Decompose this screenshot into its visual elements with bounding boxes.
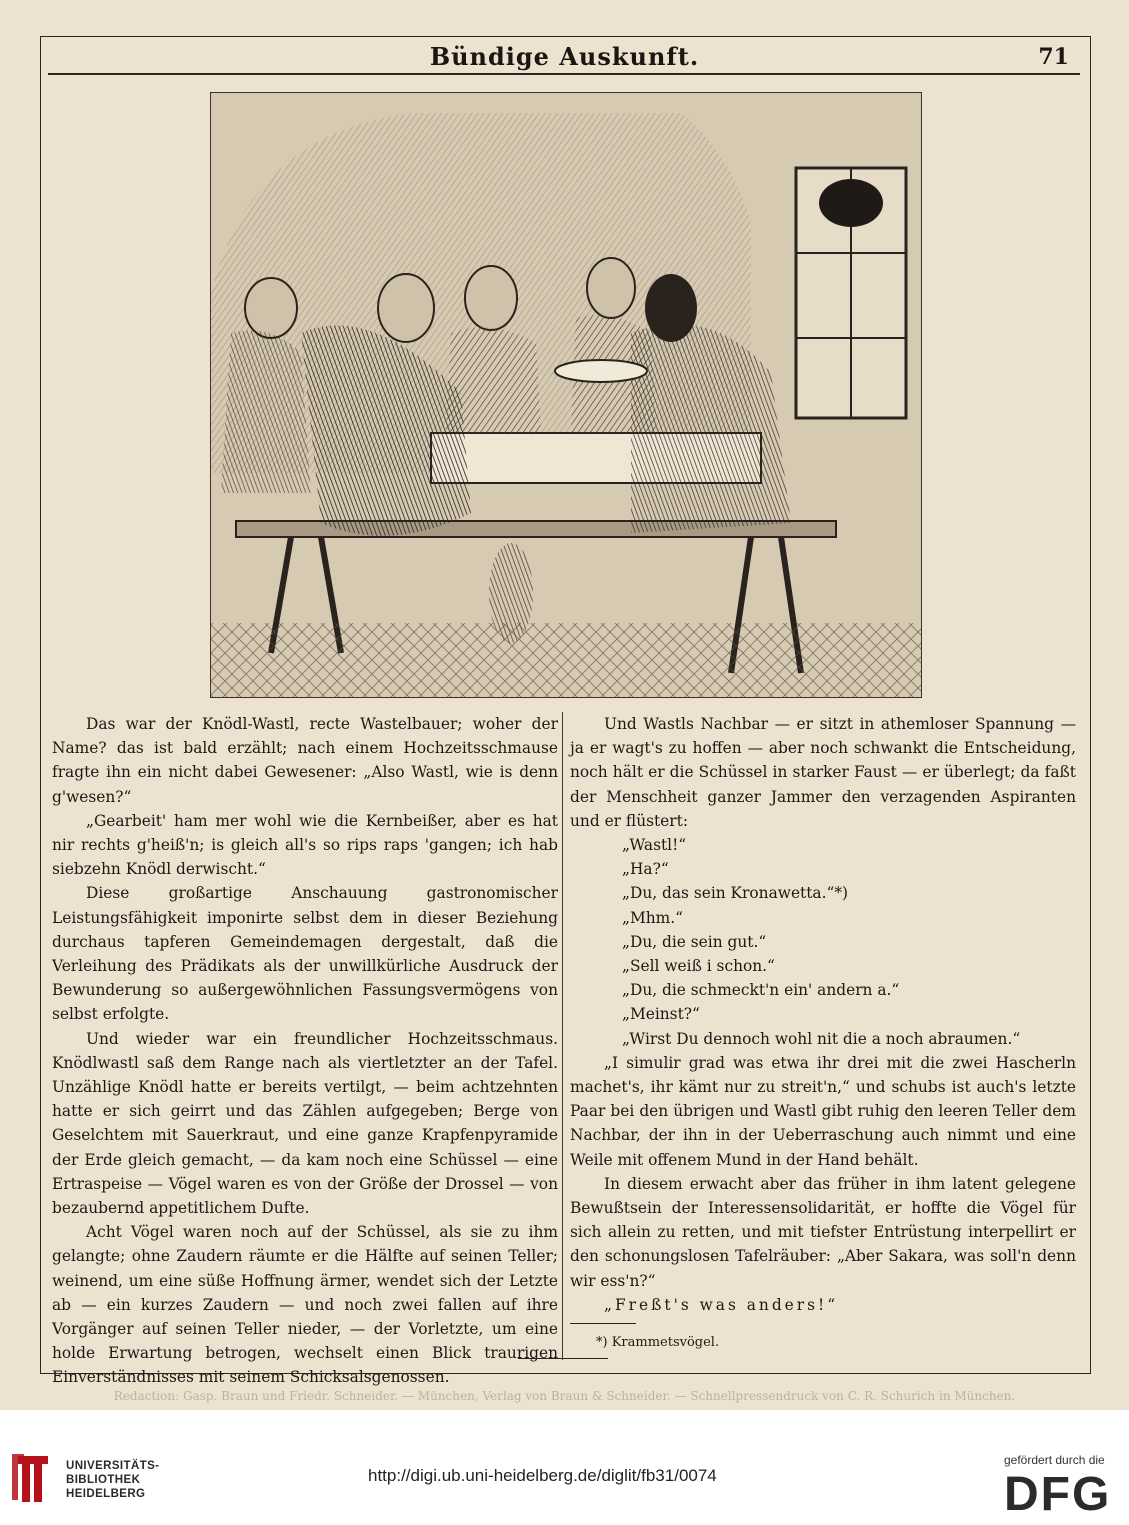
university-line: UNIVERSITÄTS- bbox=[66, 1460, 160, 1472]
dialogue-line: „Du, die sein gut.“ bbox=[622, 932, 767, 951]
dialogue-line: „Wirst Du dennoch wohl nit die a noch abraumen.“ bbox=[622, 1029, 1021, 1048]
university-line: HEIDELBERG bbox=[66, 1488, 146, 1500]
university-line: BIBLIOTHEK bbox=[66, 1474, 141, 1486]
dfg-logo-text: DFG bbox=[1004, 1468, 1112, 1516]
dialogue-line: „Ha?“ bbox=[622, 860, 669, 879]
university-library-link[interactable] bbox=[66, 1459, 159, 1501]
dialogue-line: „Wastl!“ bbox=[622, 836, 687, 855]
permalink-url[interactable]: http://digi.ub.uni-heidelberg.de/diglit/fb31/0074 bbox=[368, 1466, 717, 1485]
engraving-illustration bbox=[210, 92, 922, 698]
engraving-illustration-icon bbox=[211, 93, 921, 697]
dialogue-line: „Du, die schmeckt'n ein' andern a.“ bbox=[622, 981, 900, 1000]
dfg-logo-icon[interactable] bbox=[1002, 1466, 1116, 1516]
dialogue-line: „Meinst?“ bbox=[622, 1005, 700, 1024]
university-seal-icon[interactable] bbox=[8, 1452, 58, 1506]
right-text-column bbox=[570, 712, 1076, 1317]
paragraph: In diesem erwacht aber das früher in ihm latent gelegene Bewußtsein der Interessensolidarität, er hoffte die Vögel für sich allein zu retten, und mit tiefster Entrüstung interpellirt er den schonungslosen Tafelräuber: „Aber Sakara, was soll'n denn wir ess'n?“ bbox=[570, 1174, 1076, 1290]
footnote-rule bbox=[570, 1323, 636, 1324]
column-divider bbox=[562, 712, 563, 1360]
paragraph: „I simulir grad was etwa ihr drei mit die zwei Hascherln machet's, ihr kämt nur zu streit'n,“ und schubs ist auch's letzte Paar bei den übrigen und Wastl gibt ruhig den leeren Teller dem Nachbar, der ihn in der Ueberraschung auch nimmt und eine Weile mit offenem Mund in der Hand behält. bbox=[570, 1053, 1076, 1169]
paragraph: Acht Vögel waren noch auf der Schüssel, als sie zu ihm gelangte; ohne Zaudern räumte er die Hälfte auf seinen Teller; weinend, um eine süße Hoffnung ärmer, wendet sich der Letzte ab — ein kurzes Zaudern — und noch zwei fallen auf ihre Vorgänger auf seinen Teller nieder, — der Vorletzte, um eine holde Erwartung betrogen, wechselt einen Blick traurigen Einverständnisses mit seinem Schicksalsgenossen. bbox=[52, 1223, 558, 1387]
paragraph: Diese großartige Anschauung gastronomischer Leistungsfähigkeit imponirte selbst dem in dieser Beziehung durchaus tapferen Gemeindemagen dergestalt, daß die Verleihung des Prädikats als der unwillkürliche Ausdruck der Bewunderung so außergewöhnlichen Fassungsvermögens von selbst erfolgte. bbox=[52, 884, 558, 1024]
paragraph: „Gearbeit' ham mer wohl wie die Kernbeißer, aber es hat nir rechts g'heiß'n; is gleich all's so rips raps 'gangen; ich hab siebzehn Knödl derwischt.“ bbox=[52, 811, 558, 879]
dialogue-line: „Sell weiß i schon.“ bbox=[622, 957, 775, 976]
header-rule bbox=[48, 73, 1080, 75]
dialogue-line: „Mhm.“ bbox=[622, 908, 683, 927]
footnote: *) Krammetsvögel. bbox=[596, 1335, 720, 1350]
bottom-rule bbox=[518, 1358, 608, 1359]
dialogue-line: „Du, das sein Kronawetta.“*) bbox=[622, 884, 849, 903]
imprint-line: Redaction: Gasp. Braun und Friedr. Schneider. — München, Verlag von Braun & Schneider. — Schnellpressendruck von C. R. Schurich in München. bbox=[113, 1389, 1016, 1403]
paragraph: Das war der Knödl-Wastl, recte Wastelbauer; woher der Name? das ist bald erzählt; nach einem Hochzeitsschmause fragte ihn ein nicht dabei Gewesener: „Also Wastl, wie is denn g'wesen?“ bbox=[52, 715, 558, 806]
left-text-column bbox=[52, 712, 558, 1390]
paragraph: Und Wastls Nachbar — er sitzt in athemloser Spannung — ja er wagt's zu hoffen — aber noch schwankt die Entscheidung, noch hält er die Schüssel in starker Faust — er überlegt; da faßt der Menschheit ganzer Jammer den verzagenden Aspiranten und er flüstert: bbox=[570, 715, 1076, 830]
page-number: 71 bbox=[1038, 44, 1069, 70]
funding-label: gefördert durch die bbox=[1004, 1453, 1105, 1467]
paragraph: „Freßt's was anders!“ bbox=[604, 1295, 839, 1314]
paragraph: Und wieder war ein freundlicher Hochzeitsschmaus. Knödlwastl saß dem Range nach als viertletzter an der Tafel. Unzählige Knödl hatte er bereits vertilgt, — beim achtzehnten hatte er sich geirrt und das Zählen aufgegeben; Berge von Geselchtem mit Sauerkraut, und eine ganze Krapfenpyramide der Erde gleich gemacht, — da kam noch eine Schüssel — eine Ertraspeise — Vögel waren es von der Größe der Drossel — von bezaubernd appetitlichem Dufte. bbox=[52, 1029, 558, 1218]
page-title: Bündige Auskunft. bbox=[429, 42, 700, 71]
